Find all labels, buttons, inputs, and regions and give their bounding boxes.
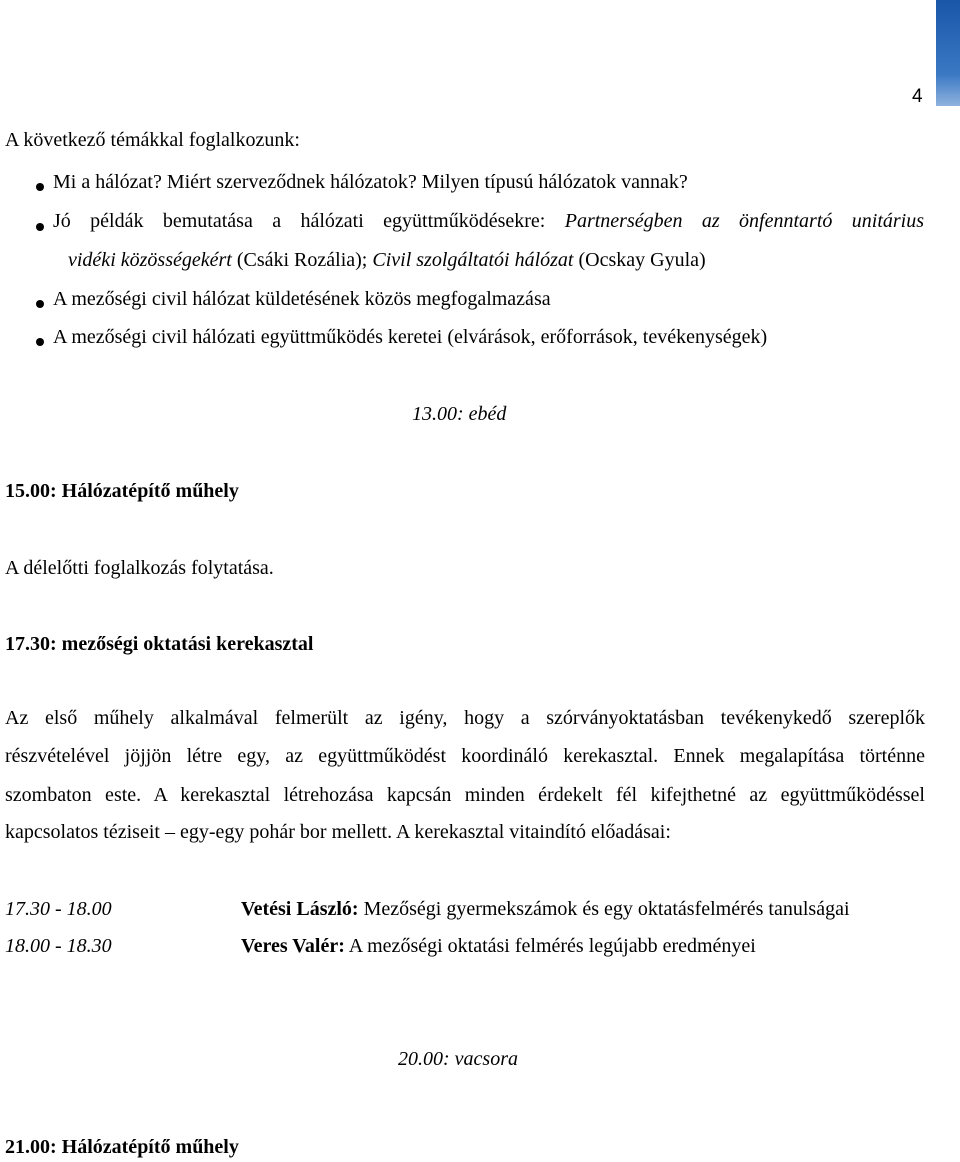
bullet-item-2-title-2: Civil szolgáltatói hálózat — [372, 249, 574, 271]
bullet-item-1: Mi a hálózat? Miért szerveződnek hálózatok? Milyen típusú hálózatok vannak? — [53, 171, 688, 193]
talk-entry — [241, 898, 850, 921]
intro-text: A következő témákkal foglalkozunk: — [5, 129, 300, 151]
talk-time: 18.00 - 18.30 — [5, 935, 112, 957]
page-number: 4 — [912, 86, 923, 107]
roundtable-paragraph-line: szombaton este. A kerekasztal létrehozása kapcsán minden érdekelt fél kifejthetné az együttműködéssel — [5, 784, 925, 806]
workshop-2-heading: 21.00: Hálózatépítő műhely — [5, 1136, 239, 1158]
talk-entry — [241, 935, 756, 958]
bullet-item-2-text: Jó példák bemutatása a hálózati együttműködésekre: — [53, 210, 546, 232]
workshop-1-heading: 15.00: Hálózatépítő műhely — [5, 480, 239, 502]
talk-title: A mezőségi oktatási felmérés legújabb eredményei — [344, 935, 756, 957]
talk-time: 17.30 - 18.00 — [5, 898, 112, 920]
bullet-item-3: A mezőségi civil hálózat küldetésének közös megfogalmazása — [53, 288, 551, 310]
bullet-item-2-line-1 — [53, 210, 924, 233]
talk-speaker: Veres Valér: — [241, 935, 345, 957]
bullet-item-2-title-cont: vidéki közösségekért — [68, 249, 232, 271]
bullet-item-2-line-2 — [68, 249, 706, 272]
page-corner-decoration — [936, 0, 960, 106]
bullet-item-4: A mezőségi civil hálózati együttműködés keretei (elvárások, erőforrások, tevékenységek) — [53, 326, 768, 348]
talk-speaker: Vetési László: — [241, 898, 359, 920]
bullet-dot — [36, 223, 44, 231]
talk-title: Mezőségi gyermekszámok és egy oktatásfelmérés tanulságai — [358, 898, 850, 920]
lunch-break: 13.00: ebéd — [412, 403, 507, 425]
dinner-break: 20.00: vacsora — [398, 1048, 518, 1070]
bullet-dot — [36, 183, 44, 191]
bullet-item-2-title: Partnerségben az önfenntartó unitárius — [564, 210, 924, 232]
bullet-dot — [36, 300, 44, 308]
roundtable-heading: 17.30: mezőségi oktatási kerekasztal — [5, 633, 314, 655]
bullet-dot — [36, 338, 44, 346]
roundtable-paragraph-line: kapcsolatos téziseit – egy-egy pohár bor mellett. A kerekasztal vitaindító előadásai: — [5, 821, 671, 843]
workshop-1-text: A délelőtti foglalkozás folytatása. — [5, 557, 274, 579]
bullet-item-2-author-2: (Ocskay Gyula) — [573, 249, 706, 271]
roundtable-paragraph-line: Az első műhely alkalmával felmerült az igény, hogy a szórványoktatásban tevékenykedő szereplők — [5, 707, 925, 729]
roundtable-paragraph-line: részvételével jöjjön létre egy, az együttműködést koordináló kerekasztal. Ennek megalapítása történne — [5, 745, 925, 767]
bullet-item-2-author-1: (Csáki Rozália); — [231, 249, 373, 271]
